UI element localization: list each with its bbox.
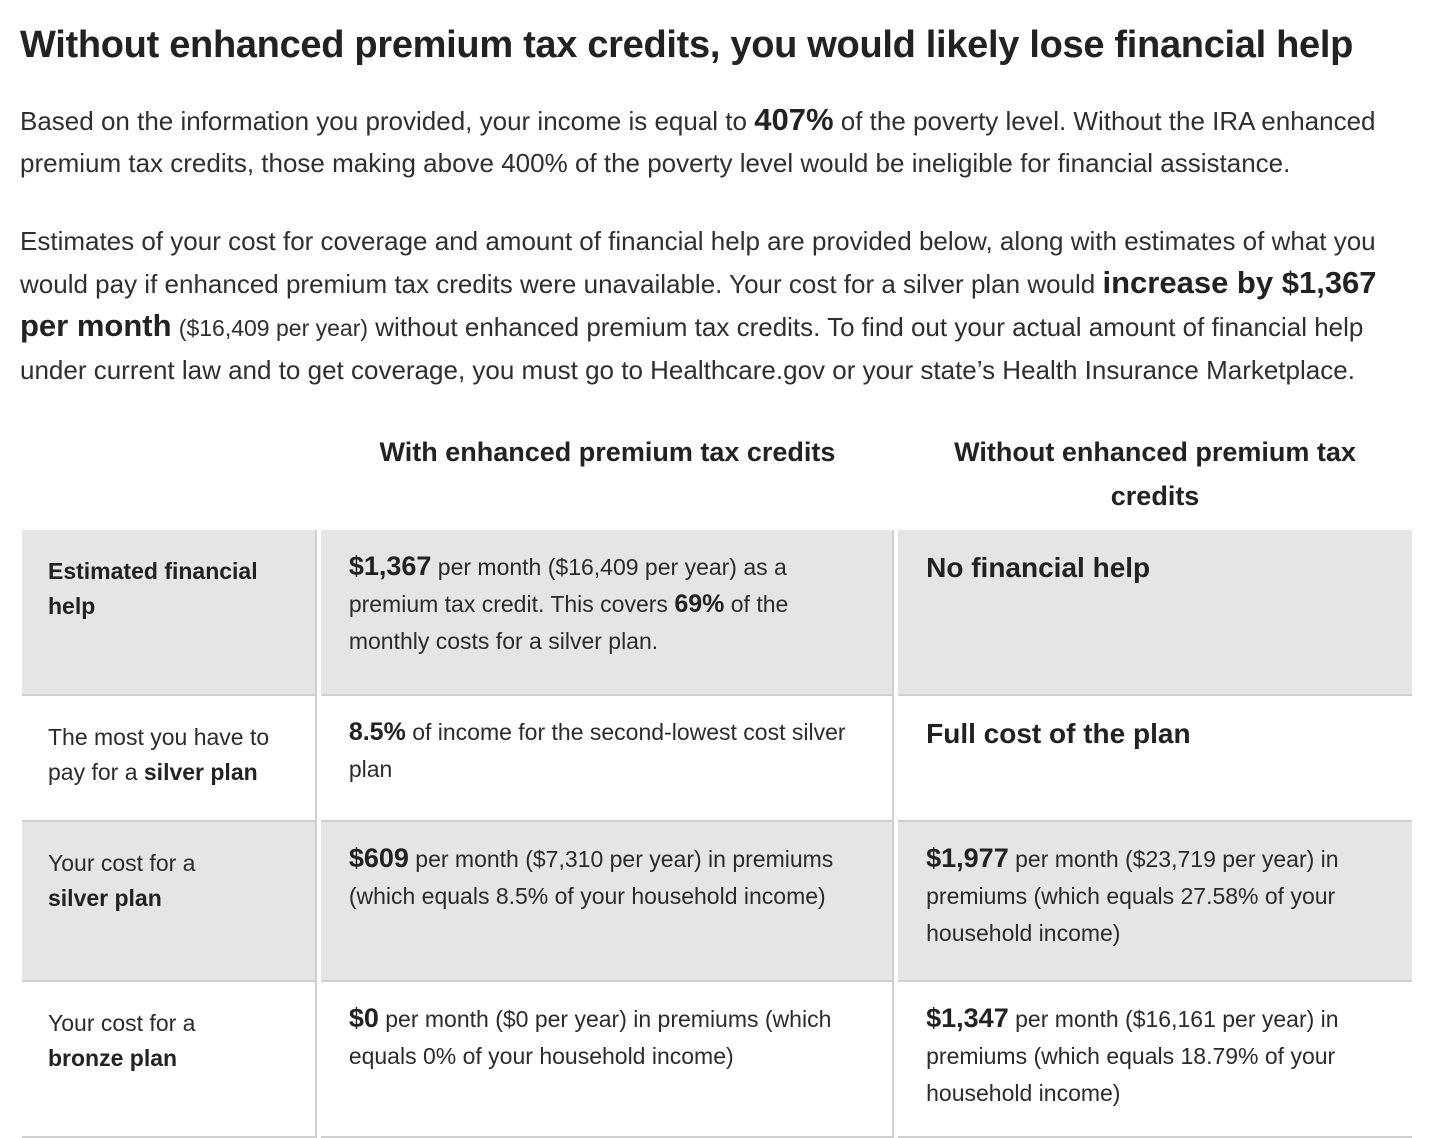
row-label-silver-cost — [22, 822, 317, 982]
cost-increase-yearly: ($16,409 per year) — [178, 315, 369, 341]
cell-bronze-cost-without — [898, 982, 1412, 1138]
row-label-financial-help — [22, 530, 317, 696]
header-with-credits: With enhanced premium tax credits — [379, 437, 836, 467]
intro-paragraph-1 — [20, 99, 1430, 184]
intro-2-text-b: without enhanced premium tax credits. To find out your actual amount of financial help under current law and to get coverage, you must go to Healthcare.gov or your state’s Health Insurance Marketplace. — [20, 312, 1364, 385]
row-label-text-b: silver plan — [48, 885, 162, 911]
comparison-table — [18, 430, 1416, 1138]
cell-bronze-cost-with — [321, 982, 894, 1138]
row-label-text-a: Your cost for a — [48, 1010, 196, 1036]
most-pay-text: of income for the second-lowest cost silver plan — [348, 719, 846, 782]
row-label-bronze-cost — [22, 982, 317, 1138]
poverty-level-percent: 407% — [754, 102, 834, 137]
row-label-most-pay — [22, 696, 317, 822]
silver-cost-with-text: per month ($7,310 per year) in premiums (which equals 8.5% of your household income) — [348, 846, 834, 909]
cell-silver-cost-with — [321, 822, 894, 982]
table-row — [22, 822, 1412, 982]
cell-financial-help-with — [321, 530, 894, 696]
table-header-row — [22, 430, 1412, 530]
silver-cost-without-text: per month ($23,719 per year) in premiums (which equals 27.58% of your household income) — [926, 846, 1339, 946]
cell-most-pay-with — [321, 696, 894, 822]
row-label-text-a: The most you have to pay for a — [48, 724, 270, 785]
no-financial-help: No financial help — [926, 552, 1151, 583]
table-row — [22, 530, 1412, 696]
table-row — [22, 982, 1412, 1138]
full-cost: Full cost of the plan — [926, 718, 1191, 749]
header-empty — [22, 430, 317, 530]
row-label-text-b: bronze plan — [48, 1045, 178, 1071]
row-label-text: Estimated financial help — [48, 558, 258, 619]
intro-1-text-b: of the poverty level. Without the IRA enhanced premium tax credits, those making above 400% of the poverty level would be ineligible for financial assistance. — [20, 106, 1376, 178]
header-without-credits: Without enhanced premium tax credits — [954, 437, 1356, 511]
page-title: Without enhanced premium tax credits, you would likely lose financial help — [20, 24, 1354, 66]
intro-2-text-a: Estimates of your cost for coverage and amount of financial help are provided below, along with estimates of what you would pay if enhanced premium tax credits were unavailable. Your cost for a silver plan would — [20, 226, 1376, 299]
cell-most-pay-without — [898, 696, 1412, 822]
silver-cost-without-amount: $1,977 — [926, 843, 1009, 873]
bronze-cost-without-amount: $1,347 — [926, 1003, 1009, 1033]
intro-paragraph-2 — [20, 220, 1430, 391]
income-percent: 8.5% — [348, 718, 406, 746]
bronze-cost-without-text: per month ($16,161 per year) in premiums (which equals 18.79% of your household income) — [926, 1006, 1339, 1106]
cost-increase-emphasis: increase by $1,367 per month — [20, 265, 1377, 343]
bronze-cost-with-amount: $0 — [348, 1003, 379, 1033]
intro-1-text-a: Based on the information you provided, your income is equal to — [20, 106, 747, 136]
bronze-cost-with-text: per month ($0 per year) in premiums (which equals 0% of your household income) — [348, 1006, 832, 1069]
financial-help-text-a: per month ($16,409 per year) as a premium tax credit. This covers — [348, 554, 787, 617]
financial-help-amount: $1,367 — [348, 551, 432, 581]
financial-help-percent: 69% — [674, 590, 725, 618]
cell-silver-cost-without — [898, 822, 1412, 982]
cell-financial-help-without — [898, 530, 1412, 696]
page-content — [20, 18, 1430, 391]
table-row — [22, 696, 1412, 822]
row-label-text-b: silver plan — [143, 759, 258, 785]
financial-help-text-b: of the monthly costs for a silver plan. — [348, 591, 789, 654]
row-label-text-a: Your cost for a — [48, 850, 196, 876]
silver-cost-with-amount: $609 — [348, 843, 409, 873]
